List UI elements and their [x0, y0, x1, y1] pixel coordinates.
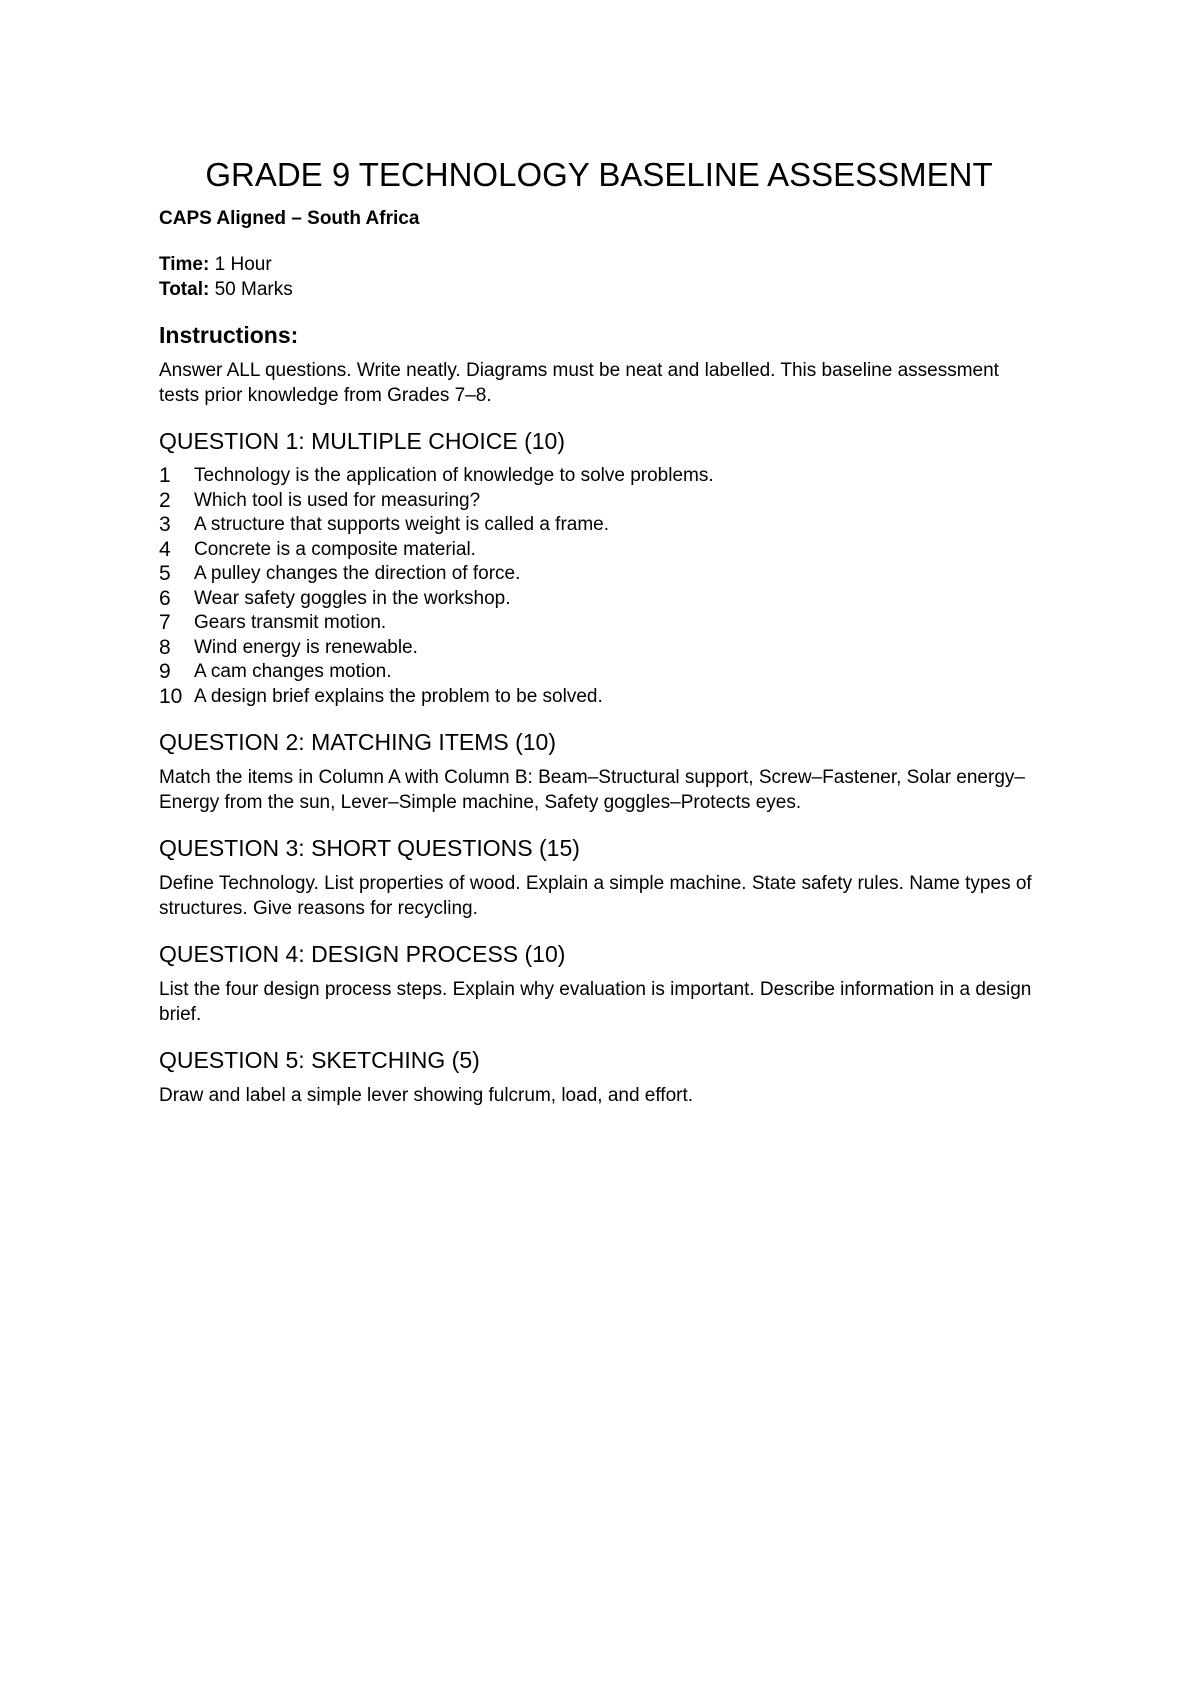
list-item: [159, 611, 1039, 636]
list-item: [159, 685, 1039, 710]
item-number: 2: [159, 488, 171, 512]
time-value: 1 Hour: [214, 254, 272, 275]
list-item: [159, 513, 1039, 538]
item-number: 6: [159, 586, 171, 610]
page-title: GRADE 9 TECHNOLOGY BASELINE ASSESSMENT: [205, 156, 993, 193]
item-text: A structure that supports weight is called a frame.: [194, 514, 610, 535]
question-2-text: Match the items in Column A with Column B: Beam–Structural support, Screw–Fastener, Solar energy–Energy from the sun, Lever–Simple machine, Safety goggles–Protects eyes.: [159, 767, 1025, 813]
item-number: 8: [159, 635, 171, 659]
subtitle: CAPS Aligned – South Africa: [159, 208, 420, 229]
question-1-list: [159, 464, 1039, 709]
item-number: 4: [159, 537, 171, 561]
list-item: [159, 464, 1039, 489]
list-item: [159, 587, 1039, 612]
item-text: A design brief explains the problem to be solved.: [194, 685, 603, 707]
question-3-text: Define Technology. List properties of wood. Explain a simple machine. State safety rules. Name types of structures. Give reasons for recycling.: [159, 873, 1032, 919]
total-label: Total:: [159, 279, 210, 300]
item-number: 10: [159, 684, 183, 708]
item-text: Wear safety goggles in the workshop.: [194, 587, 511, 609]
instructions-heading: Instructions:: [159, 322, 299, 348]
item-number: 7: [159, 611, 171, 634]
item-text: Which tool is used for measuring?: [194, 489, 481, 511]
list-item: [159, 562, 1039, 587]
total-value: 50 Marks: [214, 279, 293, 300]
assessment-page: [159, 155, 1039, 1108]
total-line: [159, 277, 1039, 302]
list-item: [159, 489, 1039, 514]
item-text: Gears transmit motion.: [194, 612, 387, 633]
item-text: A cam changes motion.: [194, 661, 392, 682]
item-number: 1: [159, 464, 171, 487]
assessment-meta: [159, 252, 1039, 302]
question-1-heading: QUESTION 1: MULTIPLE CHOICE (10): [159, 428, 565, 454]
time-label: Time:: [159, 254, 210, 275]
question-5-text: Draw and label a simple lever showing fulcrum, load, and effort.: [159, 1085, 694, 1106]
time-line: [159, 252, 1039, 277]
item-text: A pulley changes the direction of force.: [194, 563, 521, 584]
question-4-text: List the four design process steps. Explain why evaluation is important. Describe information in a design brief.: [159, 979, 1032, 1025]
item-number: 5: [159, 562, 171, 585]
item-text: Concrete is a composite material.: [194, 538, 476, 560]
item-number: 9: [159, 660, 171, 683]
list-item: [159, 538, 1039, 563]
list-item: [159, 660, 1039, 685]
item-number: 3: [159, 513, 171, 536]
question-2-heading: QUESTION 2: MATCHING ITEMS (10): [159, 729, 556, 755]
item-text: Technology is the application of knowledge to solve problems.: [194, 465, 714, 486]
item-text: Wind energy is renewable.: [194, 636, 418, 658]
list-item: [159, 636, 1039, 661]
question-4-heading: QUESTION 4: DESIGN PROCESS (10): [159, 941, 566, 967]
question-3-heading: QUESTION 3: SHORT QUESTIONS (15): [159, 835, 580, 861]
question-5-heading: QUESTION 5: SKETCHING (5): [159, 1047, 480, 1073]
instructions-text: Answer ALL questions. Write neatly. Diagrams must be neat and labelled. This baseline assessment tests prior knowledge from Grades 7–8.: [159, 360, 999, 406]
